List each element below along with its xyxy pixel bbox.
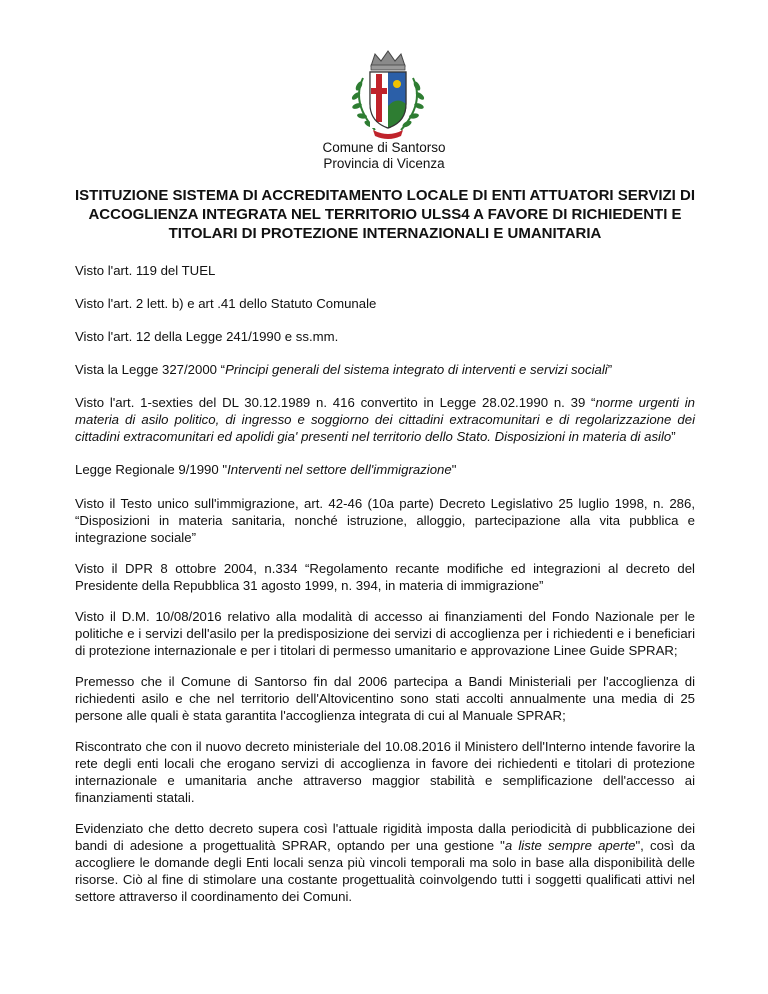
document-title: ISTITUZIONE SISTEMA DI ACCREDITAMENTO LOCALE DI ENTI ATTUATORI SERVIZI DI ACCOGLIENZA INTEGRATA NEL TERRITORIO ULSS4 A FAVORE DI RICHIEDENTI E TITOLARI DI PROTEZIONE INTERNAZIONALI E UMANITARIA	[75, 187, 696, 242]
paragraph-4-italic: Principi generali del sistema integrato di interventi e servizi sociali	[225, 362, 608, 377]
municipality-name: Comune di Santorso	[322, 140, 446, 155]
paragraph-5-pre: Visto l'art. 1-sexties del DL 30.12.1989 n. 416 convertito in Legge 28.02.1990 n. 39 “	[75, 395, 596, 410]
paragraph-6-pre: Legge Regionale 9/1990 "	[75, 462, 228, 477]
paragraph-6	[75, 461, 695, 478]
paragraph-4-pre: Vista la Legge 327/2000 “	[75, 362, 226, 377]
coat-of-arms-icon	[345, 48, 431, 140]
paragraph-4	[75, 361, 695, 378]
paragraph-3: Visto l'art. 12 della Legge 241/1990 e ss.mm.	[75, 329, 339, 344]
paragraph-7: Visto il Testo unico sull'immigrazione, art. 42-46 (10a parte) Decreto Legislativo 25 luglio 1998, n. 286, “Disposizioni in materia sanitaria, nonché istruzione, alloggio, partecipazione alla vita pubblica e integrazione sociale”	[75, 496, 695, 545]
paragraph-6-italic: Interventi nel settore dell'immigrazione	[227, 462, 452, 477]
paragraph-1: Visto l'art. 119 del TUEL	[75, 263, 216, 278]
paragraph-12-pre: Evidenziato che detto decreto supera così l'attuale rigidità imposta dalla periodicità di pubblicazione dei bandi di adesione a progettualità SPRAR, optando per una gestione "	[75, 821, 695, 853]
paragraph-5-italic: norme urgenti in materia di asilo politico, di ingresso e soggiorno dei cittadini extracomunitari e di regolarizzazione dei cittadini extracomunitari ed apolidi gia' presenti nel territorio dello Stato. Disposizioni in materia di asilo	[75, 395, 695, 444]
paragraph-5	[75, 394, 695, 445]
paragraph-10: Premesso che il Comune di Santorso fin dal 2006 partecipa a Bandi Ministeriali per l'accoglienza di richiedenti asilo e che nel territorio dell'Altovicentino sono stati accolti annualmente una media di 25 persone alle quali è stata garantita l'accoglienza integrata di cui al Manuale SPRAR;	[75, 674, 695, 723]
paragraph-12	[75, 820, 695, 905]
paragraph-8: Visto il DPR 8 ottobre 2004, n.334 “Regolamento recante modifiche ed integrazioni al decreto del Presidente della Repubblica 31 agosto 1999, n. 394, in materia di immigrazione”	[75, 561, 695, 593]
paragraph-5-post: ”	[671, 429, 676, 444]
paragraph-2: Visto l'art. 2 lett. b) e art .41 dello Statuto Comunale	[75, 296, 377, 311]
paragraph-9: Visto il D.M. 10/08/2016 relativo alla modalità di accesso ai finanziamenti del Fondo Nazionale per le politiche e i servizi dell'asilo per la predisposizione dei servizi di accoglienza per i richiedenti e i beneficiari di protezione internazionale e per i titolari di permesso umanitario e approvazione Linee Guide SPRAR;	[75, 609, 695, 658]
paragraph-4-post: ”	[607, 362, 613, 377]
paragraph-12-post: ", così da accogliere le domande degli Enti locali senza più vincoli temporali ma solo in base alla disponibilità delle risorse. Ciò al fine di stimolare una costante progettualità coinvolgendo tutti i soggetti qualificati attivi nel settore attraverso il coordinamento dei Comuni.	[75, 838, 695, 904]
province-name: Provincia di Vicenza	[323, 156, 445, 171]
paragraph-12-italic: a liste sempre aperte	[504, 838, 636, 853]
paragraph-6-post: "	[451, 462, 457, 477]
paragraph-11: Riscontrato che con il nuovo decreto ministeriale del 10.08.2016 il Ministero dell'Interno intende favorire la rete degli enti locali che erogano servizi di accoglienza in favore dei richiedenti e titolari di protezione internazionale e umanitaria anche attraverso maggior stabilità e semplificazione dell'accesso ai finanziamenti statali.	[75, 739, 695, 805]
